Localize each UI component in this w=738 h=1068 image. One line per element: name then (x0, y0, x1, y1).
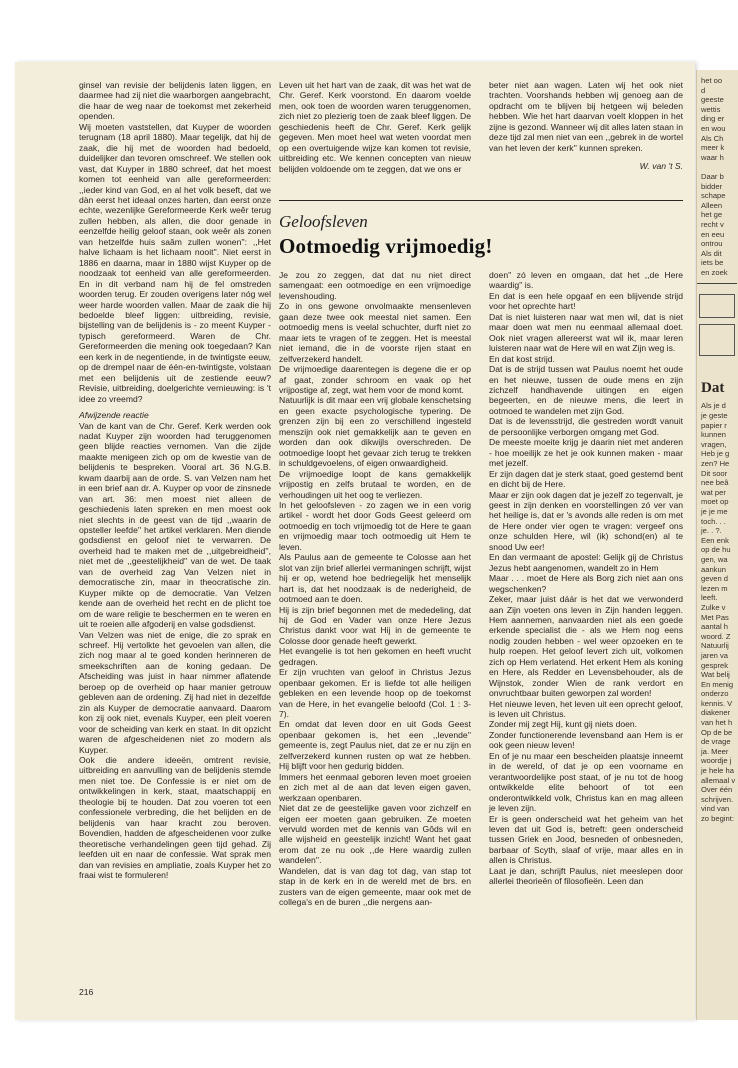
text-fragment: diakener (701, 708, 731, 718)
column-2-top (279, 80, 471, 174)
text-fragment: schrijven. (701, 794, 734, 804)
paragraph: Maar . . . moet de Here als Borg zich niet aan ons wegschenken? (489, 573, 683, 594)
text-fragment: je geste (701, 411, 728, 421)
paragraph: ginsel van revisie der belijdenis laten liggen, en daarmee had zij niet die waarborgen aangebracht, die haar de weg naar de toekomst met zekerheid openden. (79, 80, 271, 122)
text-fragment: meer k (701, 143, 725, 153)
text-fragment: Op de be (701, 727, 733, 737)
text-fragment: Als je d (701, 401, 726, 411)
paragraph: En dat is een hele opgaaf en een blijvende strijd voor het oprechte hart! (489, 290, 683, 312)
text-fragment: je hele ha (701, 766, 734, 776)
paragraph: De meeste moeite krijg je daarin niet met anderen - hoe moeilijk ze het je ook kunnen maken - maar met jezelf. (489, 437, 683, 469)
author-signature: W. van 't S. (639, 161, 683, 172)
paragraph: Wandelen, dat is van dag tot dag, van stap tot stap in de kerk en in de wereld met de brs. en zusters van de eigen gemeente, maar ook met de collega's en de buren ,,die nergens aan- (279, 865, 471, 908)
text-fragment: vind van (701, 804, 730, 814)
text-fragment: gen, wa (701, 554, 728, 564)
text-fragment: Dit soor (701, 468, 728, 478)
paragraph: En of je nu maar een bescheiden plaatsje inneemt in de wereld, of dat je op een voorname en verantwoordelijke post staat, of je nu tot de hoog ontwikkelde elite behoort of tot een onderontwikkeld volk, Christus kan en mag alleen je leven zijn. (489, 750, 683, 814)
illustration (697, 283, 737, 374)
magazine-page (15, 62, 695, 1020)
column-3-top (489, 80, 683, 172)
text-fragment: zen? He (701, 459, 730, 469)
text-fragment: Een enk (701, 535, 729, 545)
section-kicker: Geloofsleven (279, 212, 368, 231)
paragraph: doen'' zó leven en omgaan, dat het ,,de Here waardig'' is. (489, 270, 683, 291)
text-fragment: Als dit (701, 248, 722, 258)
text-fragment: vragen, (701, 439, 727, 449)
column-1 (79, 80, 271, 880)
section-divider (279, 200, 683, 201)
text-fragment: lezen m (701, 583, 728, 593)
text-fragment: Heb je g (701, 449, 730, 459)
paragraph: Wij moeten vaststellen, dat Kuyper de woorden terugnam (18 april 1880). Maar tegelijk, dat hij de zaak, die hij met de woorden had bedoeld, duidelijker dan tevoren omschreef. We stellen ook vast, dat Kuyper in 1880 schreef, dat het moest komen tot eenheid van alle gereformeerden: ,,ieder kind van God, en al het volk beseft, dat we dàn eerst het ideaal onzes harten, dan eerst onze echte, wezenlijke Gereformeerde Kerk weêr terug zullen hebben, als allen, die door genade in eenzelfde heilig geloof staan, ook weêr als zonen van hetzelfde huis saâm zullen wonen'': ,,Het halve lichaam is het lichaam nooit''. Niet eerst in 1886 en daarna, maar in 1880 wijst Kuyper op de noodzaak tot eenheid van alle gereformeerden. En in dit verband nam hij de fel omstreden woorden terug. Er zouden overigens later nóg wel weer harde woorden vallen. Maar de zaak die hij bedoelde bleef liggen: uitbreiding, revisie, bijstelling van de belijdenis is - zo meent Kuyper - typisch gereformeerd. Waren de Chr. Gereformeerden die mening ook toegedaan? Kan een kerk in de negentiende, in de twintigste eeuw, op de drempel naar de één-en-twintigste, volstaan met een belijdenis uit de zestiende eeuw? Revisie, uitbreiding, doelgerichte vernieuwing: is 't idee zo vreemd? (79, 121, 271, 404)
text-fragment: Natuurlij (701, 641, 729, 651)
text-fragment: gesprek (701, 660, 729, 670)
paragraph: Van de kant van de Chr. Geref. Kerk werden ook nadat Kuyper zijn woorden had teruggenomen geen blijde reacties vernomen. Van die zijde maakte menigeen zich op om de kwestie van de belijdenis te bespreken. Vooral art. 36 N.G.B. kwam daarbij aan de orde. S. van Velzen nam het in een brief aan dr. A. Kuyper op voor de zinsnede van art. 36: men moest niet alleen de geschiedenis laten spreken en men moest ook niet slechts in de geest van de tijd ,,waarin de opsteller leefde'' het artikel verklaren. Men diende godsdienst en geloof niet te verwarren. De overheid had te maken met de ,,uitgebreidheid'', niet met de ,,geestelijkheid'' van de wet. De taak van de overheid zag Van Velzen niet in democratische zin, maar in theocratische zin. Kuyper mikte op de democratie. Van Velzen kende aan de overheid het recht en de plicht toe om de ware religie te beschermen en te weren en uit te roeien alle afgoderij en valse godsdienst. (79, 420, 271, 630)
paragraph: In het geloofsleven - zo zagen we in een vorig artikel - wordt het door Gods Geest geleerd om ootmoedig en toch vrijmoedig tot de Here te gaan en vrijmoedig maar toch ootmoedig uit Hem te leven. (279, 499, 471, 552)
text-fragment: wettis (701, 104, 721, 114)
text-fragment: ja. Meer (701, 746, 729, 756)
paragraph: En dat kost strijd. (489, 353, 555, 364)
text-fragment: woordje j (701, 756, 732, 766)
text-fragment: geeste (701, 95, 724, 105)
text-fragment: geven d (701, 574, 729, 584)
text-fragment: leeft. (701, 593, 718, 603)
adjacent-page-text-bottom (697, 401, 738, 823)
paragraph: Het evangelie is tot hen gekomen en heeft vrucht gedragen. (279, 646, 471, 667)
paragraph: Van Velzen was niet de enige, die zo sprak en schreef. Hij vertolkte het gevoelen van allen, die zich nog maar al te goed konden herinneren de smeekschriften aan de koning gedaan. De Afscheiding was juist in haar nimmer aflatende beroep op de overheid op haar manier getrouw gebleven aan de ordening. Zij had niet in dezelfde zin als Kuyper de democratie aanvaard. Daarom kon zij ook niet, evenals Kuyper, een pleit voeren voor de scheiding van kerk en staat. In dit opzicht waren de afgescheidenen niet zo modern als Kuyper. (79, 629, 271, 755)
text-fragment: zo begint: (701, 814, 734, 823)
paragraph: Er zijn dagen dat je sterk staat, goed gestemd bent en dicht bij de Here. (489, 468, 683, 490)
text-fragment: het oo (701, 76, 723, 85)
text-fragment: je. . ?. (701, 526, 722, 536)
text-fragment: En menig (701, 679, 734, 689)
paragraph: En dan vermaant de apostel: Gelijk gij de Christus Jezus hebt aangenomen, wandelt zo in Hem (489, 552, 683, 573)
text-fragment: Alleen (701, 200, 723, 210)
text-fragment: waar h (701, 152, 724, 162)
text-fragment: iets be (701, 258, 724, 268)
paragraph: Zonder functionerende levensband aan Hem is er ook geen nieuw leven! (489, 729, 683, 751)
text-fragment: en eeu (701, 229, 725, 239)
text-fragment: je je me (701, 507, 728, 516)
text-fragment: bidder (701, 181, 723, 191)
paragraph: Niet dat ze de geestelijke gaven voor zichzelf en eigen eer moeten gaan gebruiken. Ze moeten vervuld worden met de kennis van Gôds wil en alle wijsheid en geestelijk inzicht! Want het gaat erom dat ze nu ook ,,de Here waardig zullen wandelen''. (279, 803, 471, 866)
paragraph: Je zou zo zeggen, dat dat nu niet direct samengaat: een ootmoedige en een vrijmoedige levenshouding. (279, 270, 471, 301)
text-fragment: Als Ch (701, 133, 724, 143)
text-fragment: kennis. V (701, 698, 733, 708)
paragraph: Immers het eenmaal geboren leven moet groeien en zich met al de aan dat leven eigen gaven, werkzaan openbaren. (279, 771, 471, 803)
text-fragment: ding er (701, 114, 725, 124)
text-fragment: Zulke v (701, 602, 726, 612)
paragraph: Er zijn vruchten van geloof in Christus Jezus openbaar gekomen. Er is liefde tot alle heiligen gebleken en een levende hoop op de toekomst van de Here, in het evangelie beloofd (Col. 1 : 3-7). (279, 667, 471, 720)
text-fragment: het ge (701, 210, 723, 220)
text-fragment: van het h (701, 718, 733, 728)
text-fragment: en wou (701, 123, 726, 133)
text-fragment: aantal h (701, 622, 729, 632)
text-fragment: Wat belij (701, 670, 730, 680)
paragraph: Het nieuwe leven, het leven uit een oprecht geloof, is leven uit Christus. (489, 698, 683, 720)
text-fragment: op de hu (701, 545, 731, 555)
paragraph: Zonder mij zegt Hij, kunt gij niets doen. (489, 719, 638, 730)
text-fragment: Met Pas (701, 612, 729, 622)
text-fragment: toch. . . (701, 516, 726, 526)
text-fragment: onderzo (701, 689, 729, 699)
paragraph: De vrijmoedige daarentegen is degene die er op af gaat, zonder schroom en vaak op het vrijpostige af, zegt, wat hem voor de mond komt. (279, 364, 471, 395)
text-fragment: nee beâ (701, 478, 729, 488)
text-fragment: papier r (701, 420, 727, 430)
article-headline: Ootmoedig vrijmoedig! (279, 234, 493, 258)
text-fragment: recht v (701, 219, 724, 229)
paragraph: Leven uit het hart van de zaak, dit was het wat de Chr. Geref. Kerk voorstond. En daarom voelde men, ook toen de woorden waren teruggenomen, zich niet zo plezierig toen de zaak bleef liggen. De geschiedenis heeft de Chr. Geref. Kerk gelijk gegeven. Men moet heel wat weten voordat men op een overtuigende wijze kan komen tot revisie, uitbreiding etc. We kennen concepten van nieuw belijden voldoende om te zeggen, dat we ons er (279, 80, 471, 174)
paragraph: Maar er zijn ook dagen dat je jezelf zo tegenvalt, je geest in zijn denken en voorstellingen zó ver van het heilige is, dat er 's avonds alle reden is om met de Here onder vier ogen te vragen: vergeef ons onze schulden Here, wil (ik) schond(en) al te snood Uw eer! (489, 489, 683, 552)
column-3-article (489, 270, 683, 887)
adjacent-page-text-top (697, 70, 738, 277)
text-fragment: wat per (701, 487, 726, 497)
column-2-article (279, 270, 471, 908)
paragraph: Er is geen onderscheid wat het geheim van het leven dat uit God is, betreft: geen onderscheid tussen Griek en Jood, besneden of onbesneden, barbaar of Scyth, slaaf of vrije, maar alles en in allen is Christus. (489, 813, 683, 866)
text-fragment: allemaal v (701, 775, 736, 785)
paragraph: Zeker, maar juist dáár is het dat we verwonderd aan Zijn voeten ons leven in Zijn handen leggen. Hem aannemen, aanvaarden niet als een goede erkende specialist die - als we Hem nog eens nodig zouden hebben - wel weer opzoeken en te hulp roepen. Het geloof levert zich uit, volkomen zich op Hem verlatend. Het erkent Hem als koning en Here, als Redder en Levensbehouder, als de Wijnstok, zonder Wien de rank verdort en onvruchtbaar buiten geworpen zal worden! (489, 594, 683, 699)
paragraph: Hij is zijn brief begonnen met de mededeling, dat hij de God en Vader van onze Here Jezus Christus dankt voor wat Hij in de gemeente te Colosse door genade heeft gewerkt. (279, 604, 471, 646)
paragraph: Als Paulus aan de gemeente te Colosse aan het slot van zijn brief allerlei vermaningen schrijft, wijst hij er op, wetend hoe bedriegelijk het menselijk hart is, dat het noodzaak is de nederigheid, de ootmoed aan te doen. (279, 552, 471, 605)
paragraph: Dat is de levensstrijd, die gestreden wordt vanuit de persoonlijke verborgen omgang met God. (489, 416, 683, 437)
subheading: Afwijzende reactie (79, 410, 149, 421)
text-fragment: de vrage (701, 737, 731, 747)
paragraph: En omdat dat leven door en uit Gods Geest openbaar gekomen is, het een ,,levende'' gemeente is, zegt Paulus niet, dat ze er nu zijn en zelfverzekerd kunnen rusten op wat ze hebben. Hij blijft voor hen gedurig bidden. (279, 719, 471, 772)
text-fragment: en zoek (701, 267, 728, 277)
text-fragment: d (701, 85, 706, 95)
text-fragment: woord. Z (701, 631, 731, 641)
text-fragment: Daar b (701, 171, 724, 181)
paragraph: Laat je dan, schrijft Paulus, niet meeslepen door allerlei theorieën of filosofieën. Leen dan (489, 865, 683, 887)
paragraph: Natuurlijk is dit maar een vrij globale kenschetsing en geen exacte psychologische typering. De grenzen zijn bij een zo verschillend ingesteld menszijn ook niet gemakkelijk aan te geven en worden dan ook dikwijls overschreden. De ootmoedige loopt het gevaar zich terug te trekken in schuldgevoelens, of eigen onwaardigheid. (279, 395, 471, 469)
text-fragment: jaren va (701, 650, 729, 660)
text-fragment: ontrou (701, 239, 723, 249)
paragraph: Dat is niet luisteren naar wat men wil, dat is niet maar doen wat men nu eenmaal allemaal doet. Ook niet vragen allereerst wat wil ik, maar leren luisteren naar wat de Here wil en wat Zijn weg is. (489, 311, 683, 354)
adjacent-page-heading: Dat (701, 380, 725, 397)
text-fragment: moet op (701, 497, 729, 507)
paragraph: Zo in ons gewone onvolmaakte mensenleven gaan deze twee ook meestal niet samen. Een ootmoedig mens is veelal schuchter, durft niet zo maar iets te vragen of te zeggen. Het is meestal niet iemand, die in de voorste rijen staat en zelfverzekerd handelt. (279, 301, 471, 364)
text-fragment: kunnen (701, 430, 726, 440)
paragraph: Ook die andere ideeën, omtrent revisie, uitbreiding en aanvulling van de belijdenis stemde men niet toe. De Confessie is er niet om de ontwikkelingen in kerk, staat, maatschappij en theologie bij te houden. Dat zou voeren tot een confessionele verbreding, die het belijden en de belijdenis van haar kracht zou beroven. Bovendien, hadden de afgescheidenen voor zulke theoretische verhandelingen geen tijd gehad. Zij leefden uit en naar de confessie. Wat sprak men dan van revisies en ampliatie, zoals Kuyper het zo fraai wist te formuleren! (79, 755, 271, 880)
page-number: 216 (79, 987, 94, 997)
paragraph: De vrijmoedige loopt de kans gemakkelijk vrijpostig en zelfs brutaal te worden, en de verhoudingen uit het oog te verliezen. (279, 468, 471, 500)
text-fragment (701, 162, 738, 172)
adjacent-page-edge (696, 70, 738, 1020)
paragraph: Dat is de strijd tussen wat Paulus noemt het oude en het nieuwe, tussen de oude mens en zijn zichzelf handhavende uitingen en eigen begeerten, en de nieuwe mens, die leert in ootmoed te wandelen met zijn God. (489, 364, 683, 416)
paragraph: beter niet aan wagen. Laten wij het ook niet trachten. Voorshands hebben wij genoeg aan de opdracht om te blijven bij hetgeen wij beleden hebben. Wie het hart daarvan voelt kloppen in het zijne is gezond. Wanneer wij dit alles laten staan in deze tijd zal men niet van een ,,gebrek in de wortel van het leven der kerk'' kunnen spreken. (489, 80, 683, 153)
text-fragment: aankun (701, 564, 726, 574)
text-fragment: Over één (701, 785, 733, 795)
text-fragment: schape (701, 191, 726, 201)
